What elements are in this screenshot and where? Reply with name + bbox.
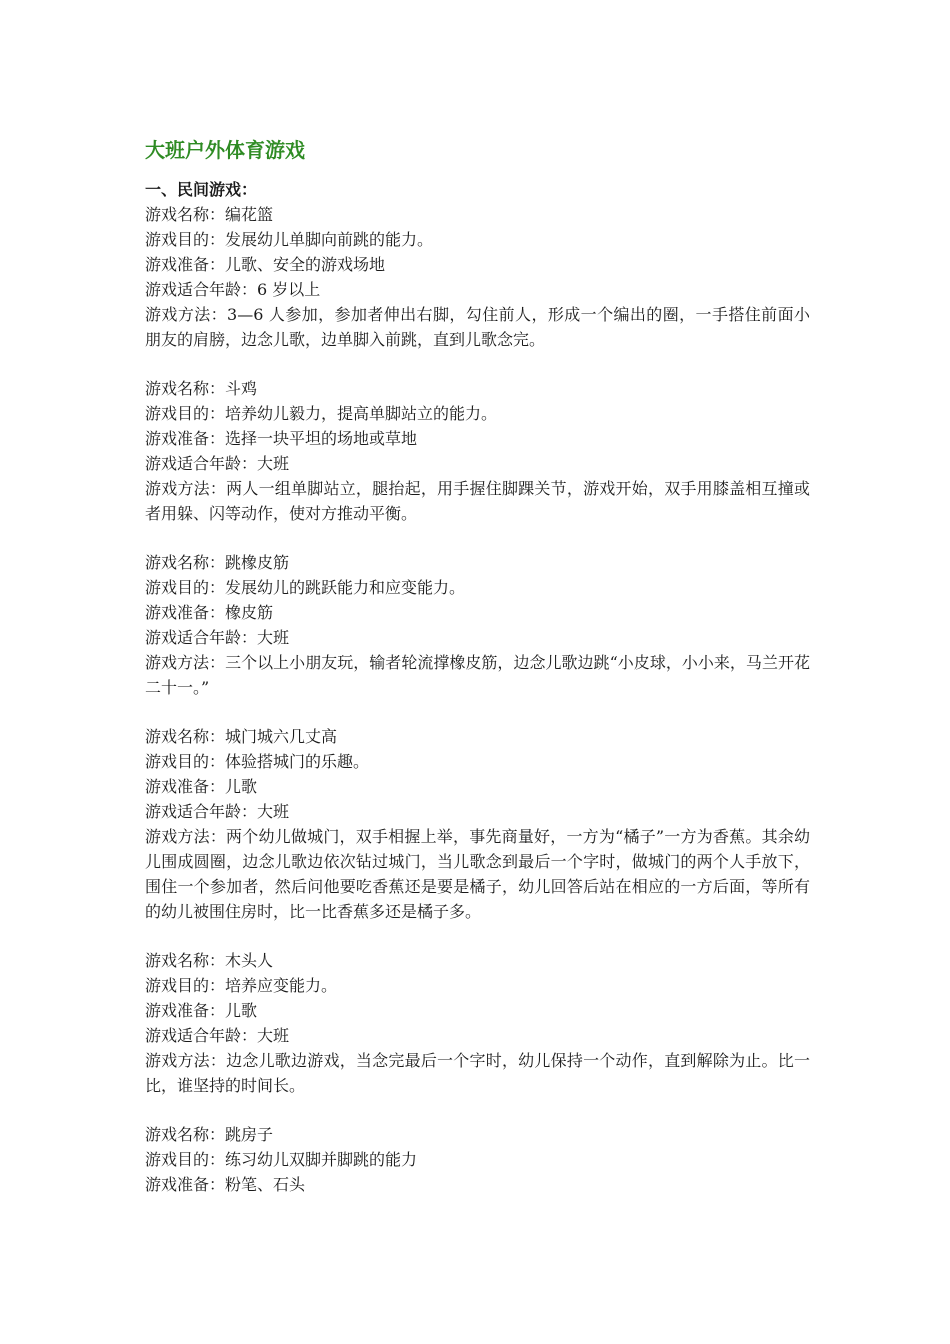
game-age: 游戏适合年龄：大班	[145, 628, 290, 647]
document-title: 大班户外体育游戏	[145, 138, 305, 162]
game-prep: 游戏准备：选择一块平坦的场地或草地	[145, 429, 418, 448]
game-prep: 游戏准备：儿歌、安全的游戏场地	[145, 255, 386, 274]
game-prep: 游戏准备：粉笔、石头	[145, 1175, 306, 1194]
game-prep: 游戏准备：橡皮筋	[145, 603, 274, 622]
game-goal: 游戏目的：练习幼儿双脚并脚跳的能力	[145, 1150, 418, 1169]
game-entry-wooden-man	[145, 948, 810, 1098]
game-name: 游戏名称：编花篮	[145, 205, 274, 224]
game-age: 游戏适合年龄：6 岁以上	[145, 280, 321, 299]
game-name: 游戏名称：斗鸡	[145, 379, 258, 398]
game-age: 游戏适合年龄：大班	[145, 802, 290, 821]
game-entry-hopscotch	[145, 1122, 810, 1197]
game-method: 游戏方法：三个以上小朋友玩，输者轮流撑橡皮筋，边念儿歌边跳“小皮球，小小来，马兰开花二十一。”	[145, 653, 810, 697]
game-age: 游戏适合年龄：大班	[145, 454, 290, 473]
game-name: 游戏名称：跳房子	[145, 1125, 274, 1144]
game-method: 游戏方法：两个幼儿做城门，双手相握上举，事先商量好，一方为“橘子”一方为香蕉。其余幼儿围成圆圈，边念儿歌边依次钻过城门，当儿歌念到最后一个字时，做城门的两个人手放下，围住一个参加者，然后问他要吃香蕉还是要是橘子，幼儿回答后站在相应的一方后面，等所有的幼儿被围住房时，比一比香蕉多还是橘子多。	[145, 827, 810, 921]
game-entry-rubber-band	[145, 550, 810, 700]
game-goal: 游戏目的：体验搭城门的乐趣。	[145, 752, 370, 771]
game-entry-city-gate	[145, 724, 810, 924]
game-method: 游戏方法：边念儿歌边游戏，当念完最后一个字时，幼儿保持一个动作，直到解除为止。比一比，谁坚持的时间长。	[145, 1051, 810, 1095]
document-page	[145, 136, 810, 1221]
section-title: 一、民间游戏：	[145, 180, 258, 199]
game-name: 游戏名称：木头人	[145, 951, 274, 970]
game-name: 游戏名称：跳橡皮筋	[145, 553, 290, 572]
game-name: 游戏名称：城门城六几丈高	[145, 727, 338, 746]
game-prep: 游戏准备：儿歌	[145, 777, 258, 796]
game-entry-fighting-cock	[145, 376, 810, 526]
game-prep: 游戏准备：儿歌	[145, 1001, 258, 1020]
game-goal: 游戏目的：培养应变能力。	[145, 976, 338, 995]
game-goal: 游戏目的：发展幼儿单脚向前跳的能力。	[145, 230, 434, 249]
game-goal: 游戏目的：发展幼儿的跳跃能力和应变能力。	[145, 578, 466, 597]
game-goal: 游戏目的：培养幼儿毅力，提高单脚站立的能力。	[145, 404, 498, 423]
game-entry-weave-basket	[145, 202, 810, 352]
game-method: 游戏方法：两人一组单脚站立，腿抬起，用手握住脚踝关节，游戏开始，双手用膝盖相互撞或者用躲、闪等动作，使对方推动平衡。	[145, 479, 810, 523]
game-age: 游戏适合年龄：大班	[145, 1026, 290, 1045]
game-method: 游戏方法：3—6 人参加，参加者伸出右脚，勾住前人，形成一个编出的圈，一手搭住前面小朋友的肩膀，边念儿歌，边单脚入前跳，直到儿歌念完。	[145, 305, 810, 349]
